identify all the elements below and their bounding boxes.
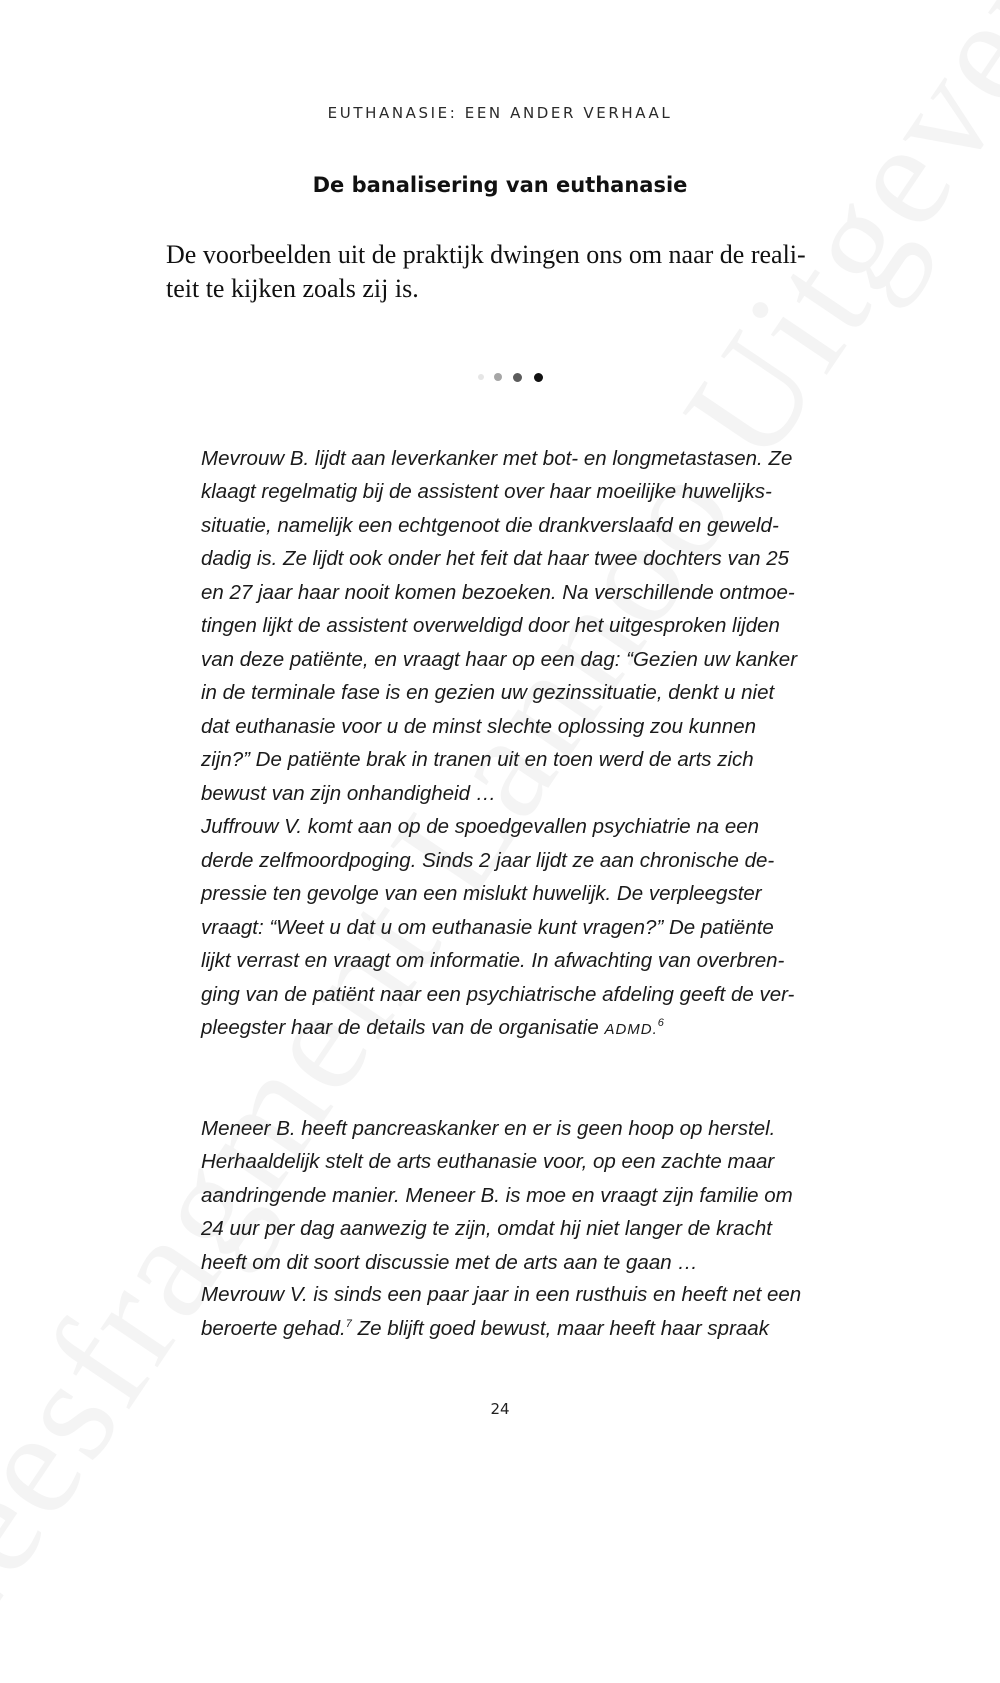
ornament-dot	[513, 373, 522, 382]
case-paragraph-3	[201, 1078, 841, 1279]
ornament-dot	[494, 373, 502, 381]
ornament-dot	[478, 374, 484, 380]
running-header: EUTHANASIE: EEN ANDER VERHAAL	[327, 104, 673, 122]
case-paragraph-2	[201, 810, 841, 1047]
case-paragraph-1	[201, 408, 841, 810]
case-text: Mevrouw B. lijdt aan leverkanker met bot- en longmetastasen. Ze klaagt regelmatig bij de assistent over haar moeilijke huwelijks- situatie, namelijk een echtgenoot die drankverslaafd en geweld- dadig is. Ze lijdt ook onder het feit dat haar twee dochters van 25 en 27 jaar haar nooit komen bezoeken. Na verschillende ontmoe- tingen lijkt de assistent overweldigd door het uitgesproken lijden van deze patiënte, en vraagt haar op een dag: “Gezien uw kanker in de terminale fase is en gezien uw gezinssituatie, denkt u niet dat euthanasie voor u de minst slechte oplossing zou kunnen zijn?” De patiënte brak in tranen uit en toen werd de arts zich bewust van zijn onhandigheid …	[201, 446, 798, 805]
organisation-abbreviation: ADMD.	[604, 1021, 658, 1038]
section-title: De banalisering van euthanasie	[312, 173, 688, 197]
case-text: Juffrouw V. komt aan op de spoedgevallen psychiatrie na een derde zelfmoordpoging. Sinds 2 jaar lijdt ze aan chronische de- pressie ten gevolge van een mislukt huwelijk. De verpleegster vraagt: “Weet u dat u om euthanasie kunt vragen?” De patiënte lijkt verrast en vraagt om informatie. In afwachting van overbren- ging van de patiënt naar een psychiatrische afdeling geeft de ver- pleegster haar de details van de organisatie	[201, 815, 795, 1039]
footnote-marker: 6	[657, 1017, 664, 1029]
case-paragraph-4	[201, 1278, 841, 1345]
case-text: Mevrouw V. is sinds een paar jaar in een rusthuis en heeft net een beroerte gehad.	[201, 1283, 802, 1340]
dots-ornament	[478, 371, 548, 383]
lead-paragraph: De voorbeelden uit de praktijk dwingen ons om naar de reali- teit te kijken zoals zij is.	[166, 240, 806, 303]
case-text: Meneer B. heeft pancreaskanker en er is geen hoop op herstel. Herhaaldelijk stelt de arts euthanasie voor, op een zachte maar aandringende manier. Meneer B. is moe en vraagt zijn familie om 24 uur per dag aanwezig te zijn, omdat hij niet langer de kracht heeft om dit soort discussie met de arts aan te gaan …	[201, 1116, 793, 1274]
ornament-dot	[534, 373, 543, 382]
page-number: 24	[490, 1400, 510, 1418]
footnote-marker: 7	[345, 1317, 352, 1330]
case-text-continued: Ze blijft goed bewust, maar heeft haar spraak	[351, 1316, 769, 1340]
